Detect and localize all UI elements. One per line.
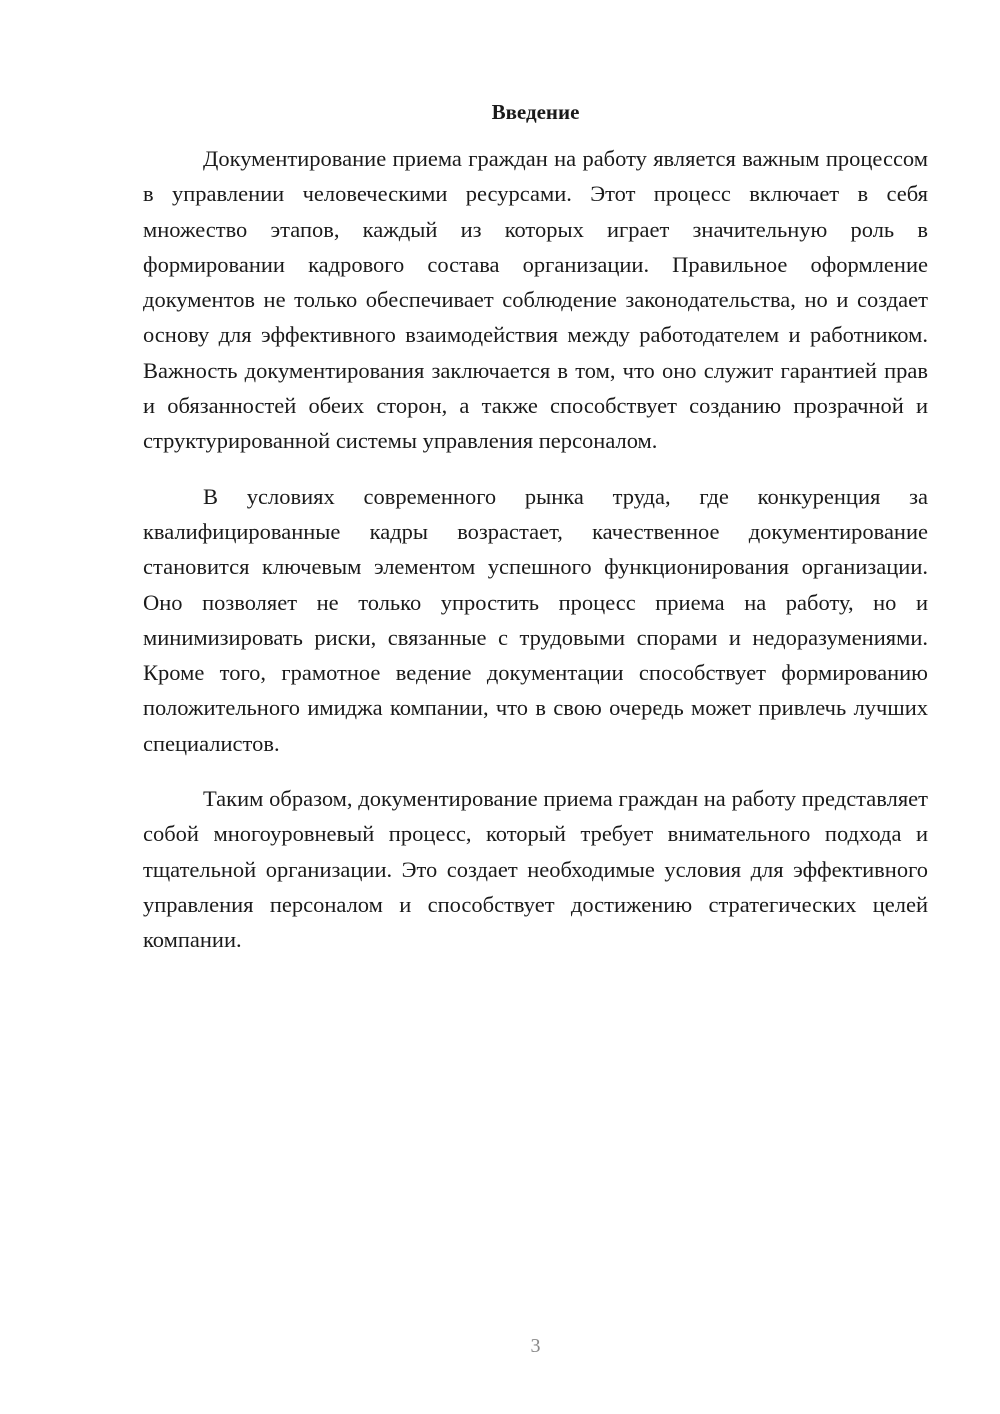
page-number: 3 xyxy=(530,1335,541,1357)
paragraph-1: Документирование приема граждан на работу является важным процессом в управлении человеческими ресурсами. Этот процесс включает в себя множество этапов, каждый из которых играет значительную роль в формировании кадрового состава организации. Правильное оформление документов не только обеспечивает соблюдение законодательства, но и создает основу для эффективного взаимодействия между работодателем и работником. Важность документирования заключается в том, что оно служит гарантией прав и обязанностей обеих сторон, а также способствует созданию прозрачной и структурированной системы управления персоналом. xyxy=(143,146,928,454)
section-title: Введение xyxy=(491,100,580,124)
paragraph-2: В условиях современного рынка труда, где конкуренция за квалифицированные кадры возрастает, качественное документирование становится ключевым элементом успешного функционирования организации. Оно позволяет не только упростить процесс приема на работу, но и минимизировать риски, связанные с трудовыми спорами и недоразумениями. Кроме того, грамотное ведение документации способствует формированию положительного имиджа компании, что в свою очередь может привлечь лучших специалистов. xyxy=(143,483,928,756)
document-page xyxy=(143,0,928,1414)
body-text xyxy=(143,141,928,978)
paragraph-3: Таким образом, документирование приема граждан на работу представляет собой многоуровневый процесс, который требует внимательного подхода и тщательной организации. Это создает необходимые условия для эффективного управления персоналом и способствует достижению стратегических целей компании. xyxy=(143,786,928,953)
